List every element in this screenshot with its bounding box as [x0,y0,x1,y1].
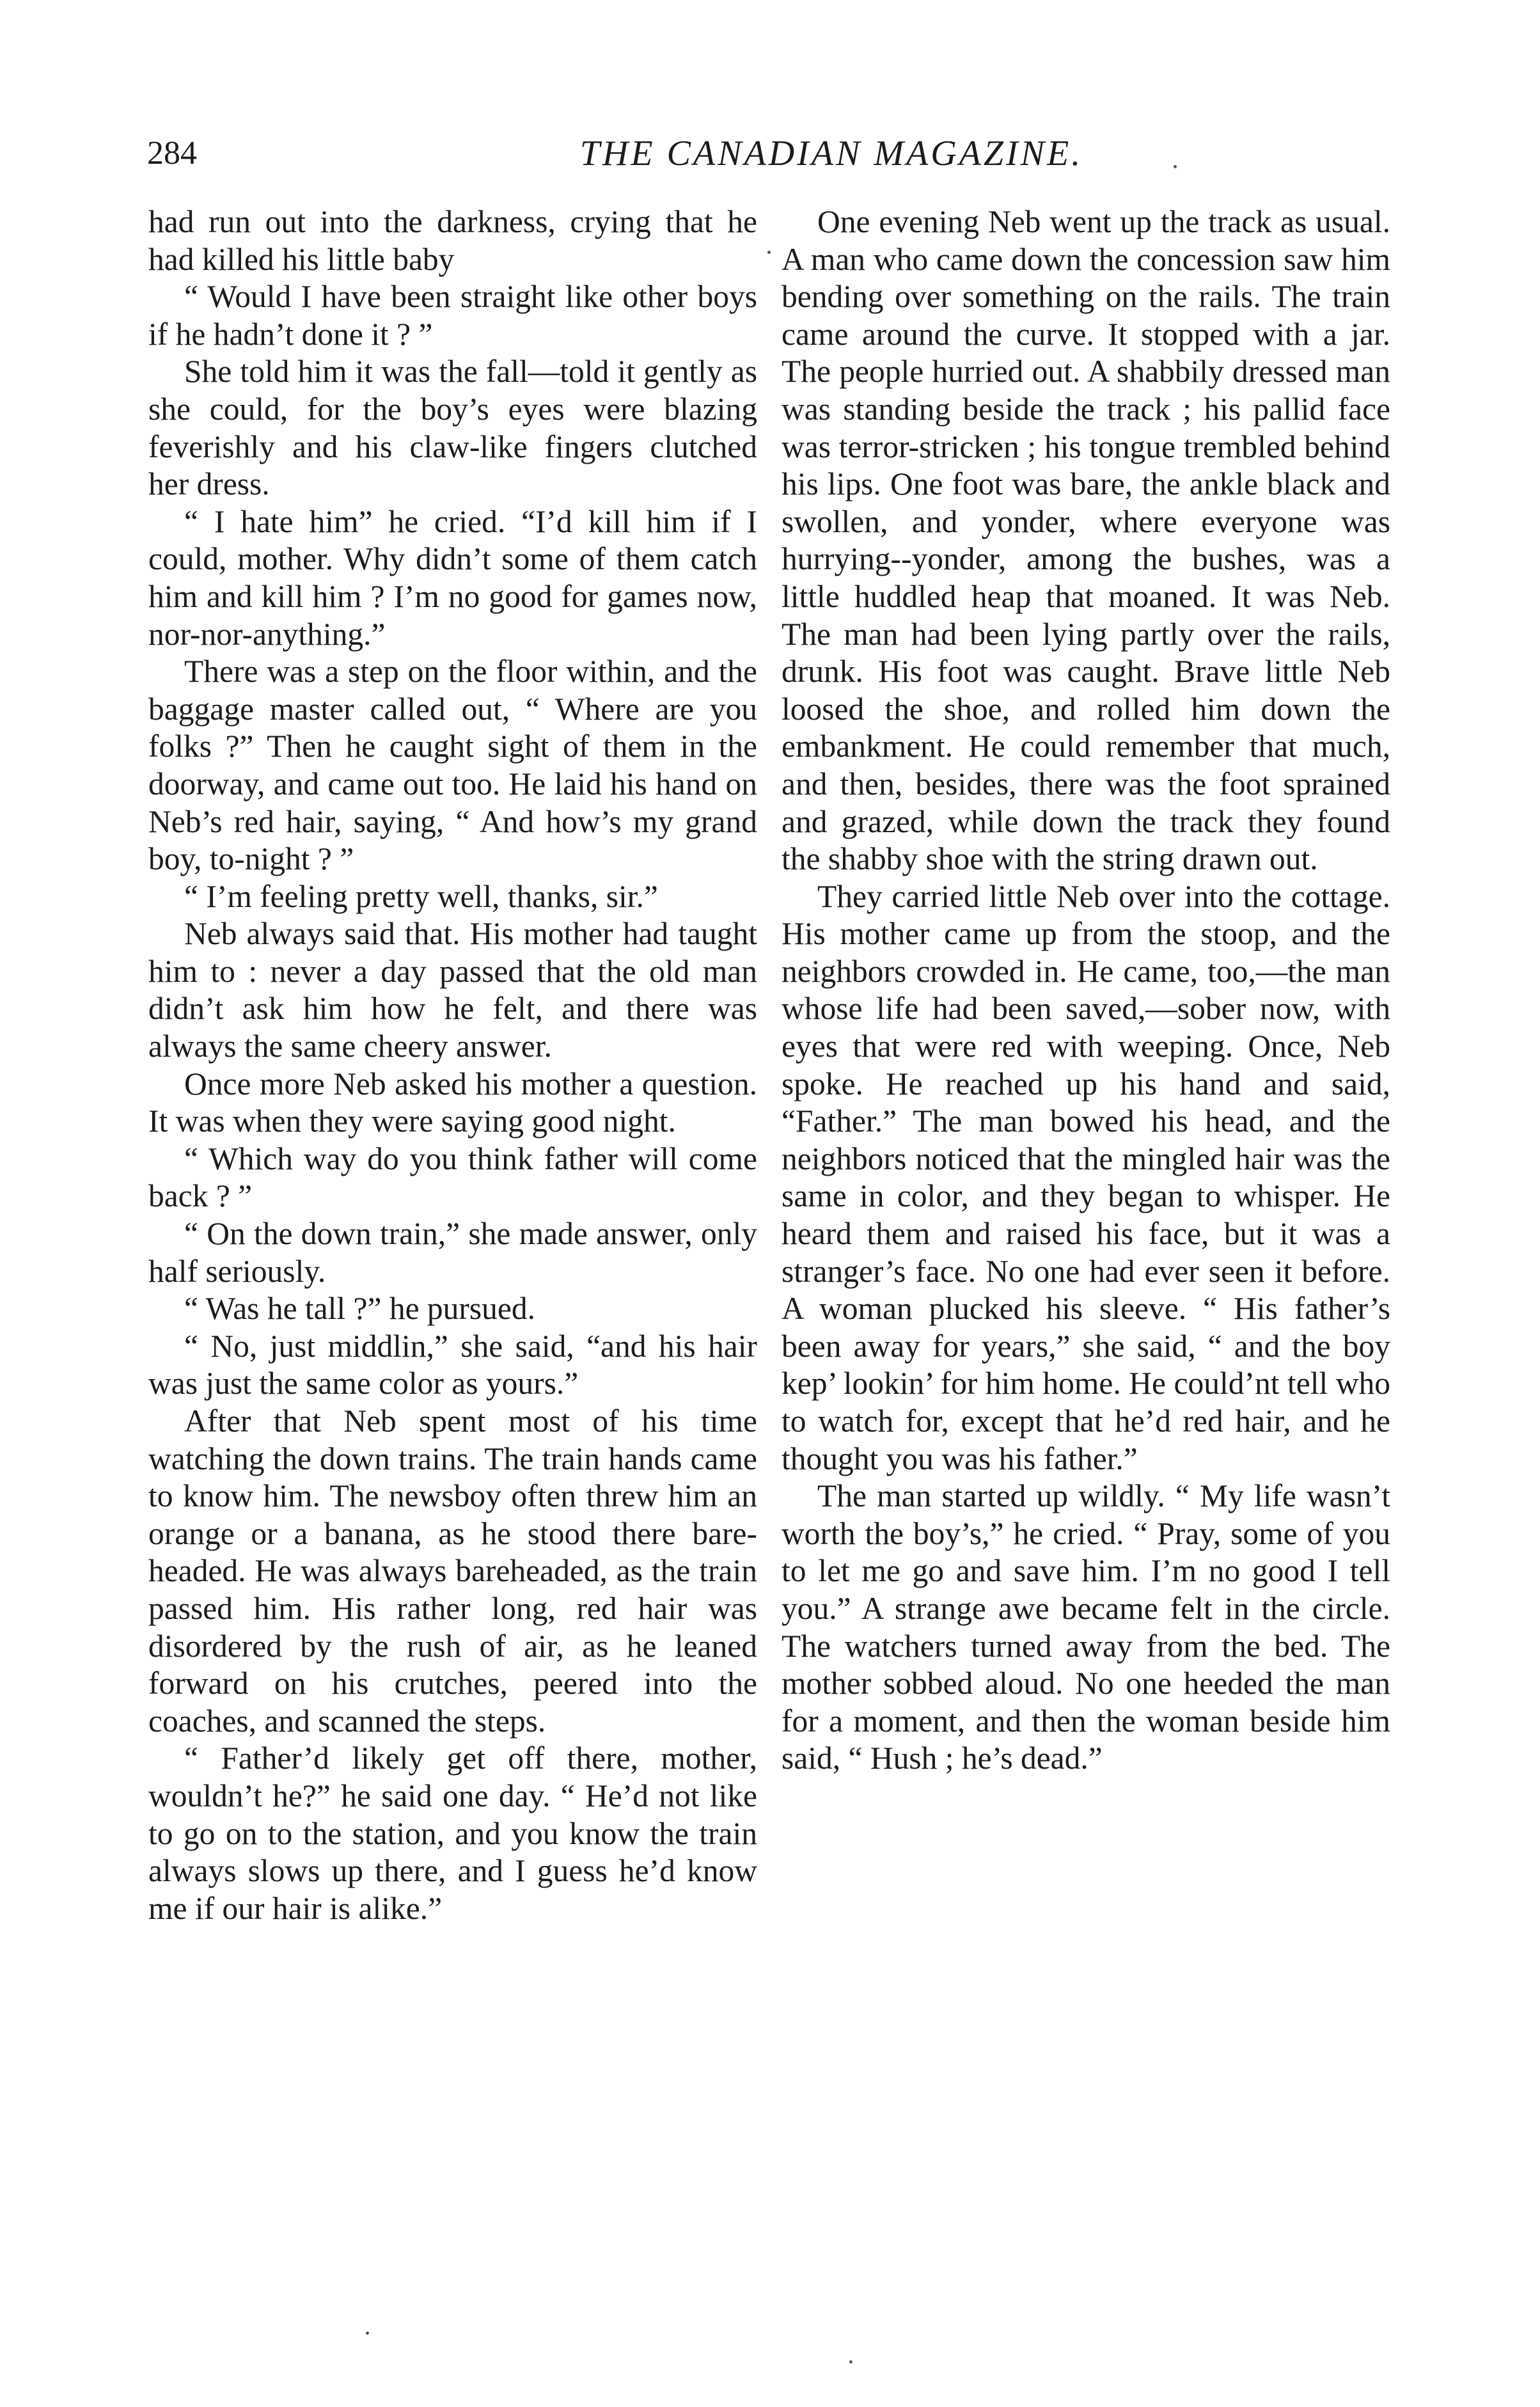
paragraph: “ On the down train,” she made answer, only half seriously. [148,1216,757,1289]
running-head-title: THE CANADIAN MAGAZINE. [579,134,1083,173]
paragraph: “ I hate him” he cried. “I’d kill him if I could, mother. Why didn’t some of them catch him and kill him ? I’m no good for games now, nor-nor-anything.” [148,503,757,652]
print-speck [849,2360,852,2364]
paragraph: There was a step on the floor within, and the baggage master called out, “ Where are you folks ?” Then he caught sight of them in the doorway, and came out too. He laid his hand on Neb’s red hair, saying, “ And how’s my grand boy, to-night ? ” [148,654,757,877]
paragraph: “ Was he tall ?” he pursued. [184,1291,536,1327]
print-speck [767,251,771,254]
paragraph: They carried little Neb over into the cottage. His mother came up from the stoop, and the neighbors crowded in. He came, too,—the man whose life had been saved,—sober now, with eyes that were red with weeping. Once, Neb spoke. He reached up his hand and said, “Father.” The man bowed his head, and the neighbors noticed that the mingled hair was the same in color, and they began to whisper. He heard them and raised his face, but it was a stranger’s face. No one had ever seen it before. A woman plucked his sleeve. “ His father’s been away for years,” she said, “ and the boy kep’ lookin’ for him home. He could’nt tell who to watch for, except that he’d red hair, and he thought you was his father.” [782,878,1390,1476]
paragraph: “ Father’d likely get off there, mother, wouldn’t he?” he said one day. “ He’d not like to go on to the station, and you know the train always slows up there, and I guess he’d know me if our hair is alike.” [148,1740,757,1926]
page-header [147,131,1401,182]
paragraph: One evening Neb went up the track as usual. A man who came down the concession saw him bending over something on the rails. The train came around the curve. It stopped with a jar. The people hurried out. A shabbily dressed man was standing beside the track ; his pallid face was terror-stricken ; his tongue trembled behind his lips. One foot was bare, the ankle black and swollen, and yonder, where everyone was hurrying--yonder, among the bushes, was a little huddled heap that moaned. It was Neb. The man had been lying partly over the rails, drunk. His foot was caught. Brave little Neb loosed the shoe, and rolled him down the embankment. He could remember that much, and then, besides, there was the foot sprained and grazed, while down the track they found the shabby shoe with the string drawn out. [782,204,1390,877]
page-number: 284 [147,135,197,171]
paragraph: The man started up wildly. “ My life wasn’t worth the boy’s,” he cried. “ Pray, some of you to let me go and save him. I’m no good I tell you.” A strange awe became felt in the circle. The watchers turned away from the bed. The mother sobbed aloud. No one heeded the man for a moment, and then the woman beside him said, “ Hush ; he’s dead.” [782,1478,1390,1776]
paragraph: She told him it was the fall—told it gently as she could, for the boy’s eyes were blazing feverishly and his claw-like fingers clutched her dress. [148,354,757,502]
print-speck [366,2332,369,2335]
right-column [782,203,1390,1778]
left-column [148,203,757,1927]
paragraph: Neb always said that. His mother had taught him to : never a day passed that the old man didn’t ask him how he felt, and there was always the same cheery answer. [148,916,757,1064]
print-speck [1174,165,1177,168]
paragraph: After that Neb spent most of his time watching the down trains. The train hands came to know him. The newsboy often threw him an orange or a banana, as he stood there bare-headed. He was always bareheaded, as the train passed him. His rather long, red hair was disordered by the rush of air, as he leaned forward on his crutches, peered into the coaches, and scanned the steps. [148,1403,757,1739]
paragraph: “ No, just middlin,” she said, “and his hair was just the same color as yours.” [148,1328,757,1401]
paragraph: “ I’m feeling pretty well, thanks, sir.” [184,878,658,914]
paragraph: had run out into the darkness, crying that he had killed his little baby [148,204,757,277]
paragraph: Once more Neb asked his mother a question. It was when they were saying good night. [148,1066,757,1139]
paragraph: “ Which way do you think father will come back ? ” [148,1140,757,1214]
paragraph: “ Would I have been straight like other boys if he hadn’t done it ? ” [148,279,757,352]
